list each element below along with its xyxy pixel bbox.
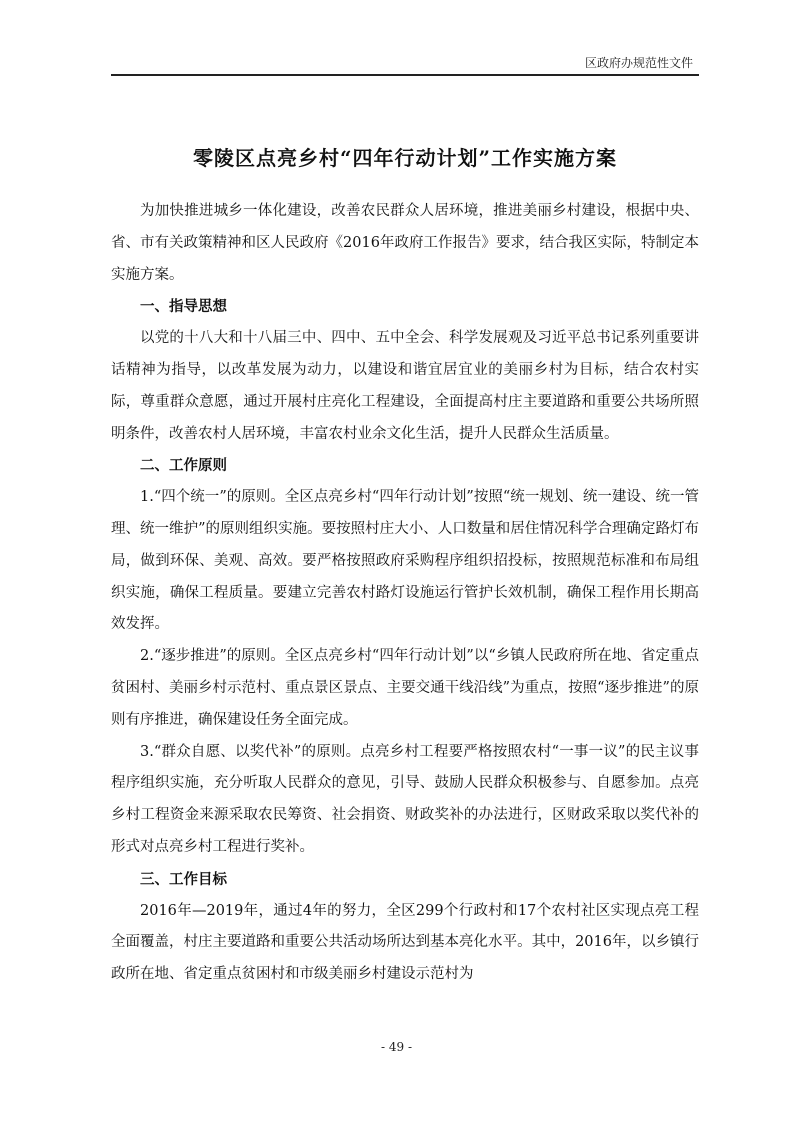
work-goals-paragraph: 2016年—2019年，通过4年的努力，全区299个行政村和17个农村社区实现点亮工程全面覆盖，村庄主要道路和重要公共活动场所达到基本亮化水平。其中，2016年，以乡镇行政所在地、省定重点贫困村和市级美丽乡村建设示范村为 (111, 902, 699, 983)
principle-1-paragraph: 1.“四个统一”的原则。全区点亮乡村“四年行动计划”按照“统一规划、统一建设、统一管理、统一维护”的原则组织实施。要按照村庄大小、人口数量和居住情况科学合理确定路灯布局，做到环保、美观、高效。要严格按照政府采购程序组织招投标，按照规范标准和布局组织实施，确保工程质量。要建立完善农村路灯设施运行管护长效机制，确保工程作用长期高效发挥。 (111, 489, 699, 633)
header-divider (111, 74, 699, 76)
section-heading-work-goals: 三、工作目标 (140, 870, 227, 888)
document-title: 零陵区点亮乡村“四年行动计划”工作实施方案 (192, 146, 617, 170)
page-number: - 49 - (380, 1040, 412, 1054)
document-header-label: 区政府办规范性文件 (584, 56, 693, 70)
guiding-ideology-paragraph: 以党的十八大和十八届三中、四中、五中全会、科学发展观及习近平总书记系列重要讲话精神为指导，以改革发展为动力，以建设和谐宜居宜业的美丽乡村为目标，结合农村实际，尊重群众意愿，通过开展村庄亮化工程建设，全面提高村庄主要道路和重要公共场所照明条件，改善农村人居环境，丰富农村业余文化生活，提升人民群众生活质量。 (111, 330, 699, 442)
principle-3-paragraph: 3.“群众自愿、以奖代补”的原则。点亮乡村工程要严格按照农村“一事一议”的民主议事程序组织实施，充分听取人民群众的意见，引导、鼓励人民群众积极参与、自愿参加。点亮乡村工程资金来源采取农民筹资、社会捐资、财政奖补的办法进行，区财政采取以奖代补的形式对点亮乡村工程进行奖补。 (111, 743, 699, 855)
document-body (111, 196, 699, 991)
section-heading-work-principles: 二、工作原则 (140, 457, 227, 475)
principle-2-paragraph: 2.“逐步推进”的原则。全区点亮乡村“四年行动计划”以“乡镇人民政府所在地、省定重点贫困村、美丽乡村示范村、重点景区景点、主要交通干线沿线”为重点，按照“逐步推进”的原则有序推进，确保建设任务全面完成。 (111, 648, 699, 728)
intro-paragraph: 为加快推进城乡一体化建设，改善农民群众人居环境，推进美丽乡村建设，根据中央、省、市有关政策精神和区人民政府《2016年政府工作报告》要求，结合我区实际，特制定本实施方案。 (111, 203, 699, 283)
section-heading-guiding-ideology: 一、指导思想 (140, 298, 227, 316)
